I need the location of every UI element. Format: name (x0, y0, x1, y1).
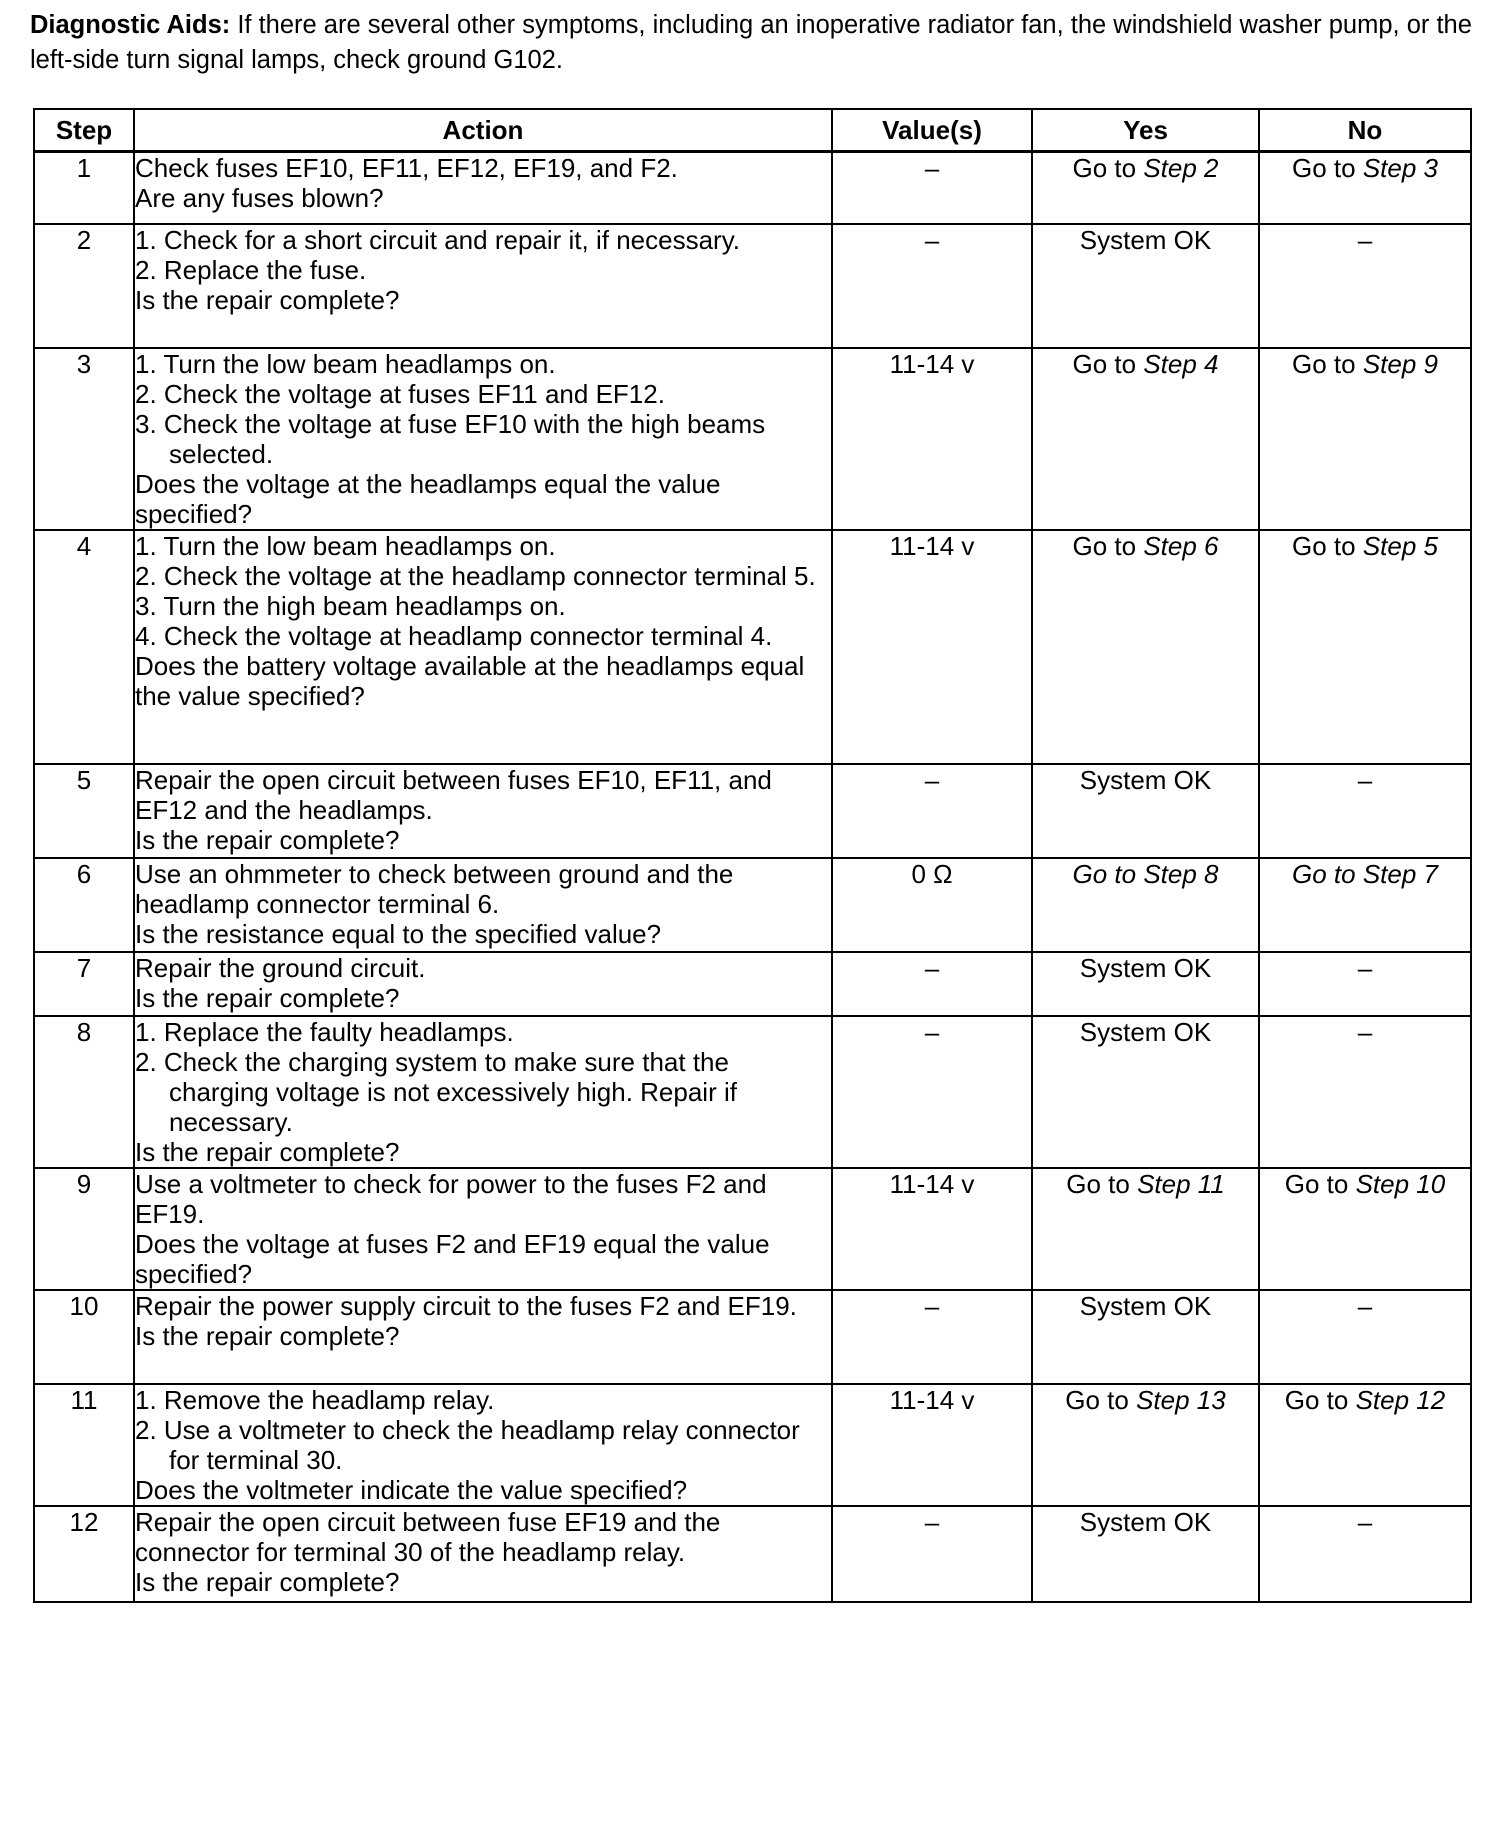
action-line: Check fuses EF10, EF11, EF12, EF19, and F2. (135, 153, 678, 183)
yes-goto-prefix: Go to (1065, 1384, 1137, 1415)
action-item: 1. Turn the low beam headlamps on. (135, 530, 556, 561)
action-line: Is the repair complete? (135, 824, 400, 855)
action-line: Is the repair complete? (135, 982, 400, 1013)
value-cell: 11-14 v (832, 1384, 1032, 1506)
action-item: 1. Turn the low beam headlamps on. (135, 348, 556, 379)
action-item: 3. Turn the high beam headlamps on. (135, 590, 566, 621)
diagnostic-aids-paragraph (30, 8, 1480, 78)
no-text: – (1357, 1016, 1373, 1047)
yes-cell (1032, 152, 1259, 224)
no-goto-prefix: Go to (1292, 530, 1363, 561)
yes-goto-text: Go to Step 8 (1072, 858, 1219, 889)
yes-cell (1032, 1506, 1259, 1602)
action-line: Repair the power supply circuit to the fuses F2 and EF19. (135, 1290, 797, 1321)
value-cell: 0 Ω (832, 858, 1032, 952)
action-item: 3. Check the voltage at fuse EF10 with the high beams selected. (135, 408, 766, 469)
action-cell (134, 1016, 832, 1168)
action-cell (134, 348, 832, 530)
yes-goto-step: Step 2 (1143, 153, 1219, 183)
no-cell (1259, 1384, 1471, 1506)
no-goto-step: Step 3 (1362, 153, 1438, 183)
value-cell: 11-14 v (832, 530, 1032, 764)
step-number: 3 (34, 348, 134, 530)
yes-cell (1032, 1016, 1259, 1168)
yes-text: System OK (1079, 764, 1212, 795)
yes-text: System OK (1079, 224, 1212, 255)
header-row (34, 109, 1471, 152)
table-row (34, 858, 1471, 952)
yes-text: System OK (1079, 1290, 1212, 1321)
value-cell: – (832, 1506, 1032, 1602)
action-line: Use a voltmeter to check for power to the fuses F2 and EF19. (135, 1168, 767, 1229)
action-cell (134, 530, 832, 764)
step-number: 10 (34, 1290, 134, 1384)
header-values: Value(s) (832, 109, 1032, 152)
action-line: Does the voltmeter indicate the value specified? (135, 1474, 688, 1505)
action-line: Does the voltage at fuses F2 and EF19 equal the value specified? (135, 1228, 770, 1289)
action-line: Is the repair complete? (135, 284, 400, 315)
yes-cell (1032, 764, 1259, 858)
action-line: Does the battery voltage available at the headlamps equal the value specified? (135, 650, 805, 711)
yes-cell (1032, 1290, 1259, 1384)
no-text: – (1357, 1506, 1373, 1537)
yes-goto-prefix: Go to (1072, 348, 1144, 379)
table-row (34, 1168, 1471, 1290)
table-row (34, 224, 1471, 348)
action-cell (134, 1290, 832, 1384)
no-cell (1259, 1168, 1471, 1290)
step-number: 4 (34, 530, 134, 764)
no-cell (1259, 530, 1471, 764)
value-cell: 11-14 v (832, 348, 1032, 530)
yes-cell (1032, 952, 1259, 1016)
yes-goto-step: Step 13 (1136, 1384, 1226, 1415)
action-line: Is the resistance equal to the specified value? (135, 918, 662, 949)
no-cell (1259, 1506, 1471, 1602)
yes-goto-step: Step 4 (1143, 348, 1219, 379)
table-row (34, 952, 1471, 1016)
no-text: – (1357, 1290, 1373, 1321)
action-cell (134, 858, 832, 952)
yes-text: System OK (1079, 1016, 1212, 1047)
action-line: Repair the ground circuit. (135, 952, 426, 983)
table-row (34, 1384, 1471, 1506)
diagnostic-aids-label: Diagnostic Aids: (30, 11, 231, 39)
action-line: Are any fuses blown? (135, 183, 384, 213)
header-no: No (1259, 109, 1471, 152)
action-cell (134, 224, 832, 348)
yes-cell (1032, 1168, 1259, 1290)
value-cell: – (832, 224, 1032, 348)
action-line: Repair the open circuit between fuse EF19 and the connector for terminal 30 of the headlamp relay. (135, 1506, 721, 1567)
action-line: Use an ohmmeter to check between ground and the headlamp connector terminal 6. (135, 858, 734, 919)
value-cell: – (832, 1016, 1032, 1168)
step-number: 9 (34, 1168, 134, 1290)
no-goto-text: Go to Step 7 (1292, 858, 1438, 889)
no-goto-prefix: Go to (1284, 1384, 1356, 1415)
yes-goto-prefix: Go to (1072, 530, 1144, 561)
no-goto-step: Step 9 (1362, 348, 1438, 379)
yes-text: System OK (1079, 1506, 1212, 1537)
no-text: – (1357, 764, 1373, 795)
header-yes: Yes (1032, 109, 1259, 152)
action-item: 2. Check the voltage at fuses EF11 and EF12. (135, 378, 665, 409)
value-cell: – (832, 1290, 1032, 1384)
header-step: Step (34, 109, 134, 152)
action-cell (134, 1168, 832, 1290)
yes-cell (1032, 858, 1259, 952)
yes-text: System OK (1079, 952, 1212, 983)
value-cell: – (832, 764, 1032, 858)
action-cell (134, 1384, 832, 1506)
no-cell (1259, 152, 1471, 224)
no-cell (1259, 1016, 1471, 1168)
table-row (34, 1506, 1471, 1602)
step-number: 8 (34, 1016, 134, 1168)
value-cell: – (832, 952, 1032, 1016)
yes-goto-step: Step 6 (1143, 530, 1219, 561)
table-row (34, 530, 1471, 764)
yes-cell (1032, 1384, 1259, 1506)
no-cell (1259, 858, 1471, 952)
yes-goto-prefix: Go to (1066, 1168, 1138, 1199)
action-item: 2. Use a voltmeter to check the headlamp relay connector for terminal 30. (135, 1414, 800, 1475)
header-action: Action (134, 109, 832, 152)
table-row (34, 764, 1471, 858)
no-goto-prefix: Go to (1292, 348, 1363, 379)
no-goto-step: Step 10 (1355, 1168, 1446, 1199)
yes-goto-step: Step 11 (1137, 1168, 1225, 1199)
diagnostic-aids-text: If there are several other symptoms, including an inoperative radiator fan, the windshield washer pump, or the left-side turn signal lamps, check ground G102. (30, 11, 1472, 74)
action-item: 1. Replace the faulty headlamps. (135, 1016, 514, 1047)
no-goto-step: Step 12 (1355, 1384, 1446, 1415)
yes-goto-prefix: Go to (1072, 153, 1144, 183)
action-cell (134, 1506, 832, 1602)
table-row (34, 1016, 1471, 1168)
step-number: 12 (34, 1506, 134, 1602)
table-row (34, 348, 1471, 530)
step-number: 7 (34, 952, 134, 1016)
action-cell (134, 764, 832, 858)
no-goto-prefix: Go to (1284, 1168, 1356, 1199)
action-cell (134, 952, 832, 1016)
step-number: 2 (34, 224, 134, 348)
no-cell (1259, 764, 1471, 858)
diagnostic-table (33, 108, 1472, 1603)
no-text: – (1357, 952, 1373, 983)
step-number: 6 (34, 858, 134, 952)
yes-cell (1032, 224, 1259, 348)
action-line: Is the repair complete? (135, 1136, 400, 1167)
action-item: 1. Check for a short circuit and repair it, if necessary. (135, 224, 740, 255)
step-number: 5 (34, 764, 134, 858)
action-cell (134, 152, 832, 224)
no-cell (1259, 1290, 1471, 1384)
step-number: 11 (34, 1384, 134, 1506)
no-cell (1259, 224, 1471, 348)
action-item: 1. Remove the headlamp relay. (135, 1384, 495, 1415)
no-goto-step: Step 5 (1362, 530, 1438, 561)
action-line: Repair the open circuit between fuses EF10, EF11, and EF12 and the headlamps. (135, 764, 772, 825)
step-number: 1 (34, 152, 134, 224)
action-line: Does the voltage at the headlamps equal the value specified? (135, 468, 721, 529)
table-row (34, 152, 1471, 224)
action-item: 4. Check the voltage at headlamp connector terminal 4. (135, 620, 773, 651)
yes-cell (1032, 348, 1259, 530)
yes-cell (1032, 530, 1259, 764)
table-row (34, 1290, 1471, 1384)
value-cell: 11-14 v (832, 1168, 1032, 1290)
action-line: Is the repair complete? (135, 1320, 400, 1351)
no-goto-prefix: Go to (1292, 153, 1363, 183)
action-item: 2. Replace the fuse. (135, 254, 367, 285)
value-cell: – (832, 152, 1032, 224)
action-item: 2. Check the charging system to make sure that the charging voltage is not excessively high. Repair if necessary. (135, 1046, 737, 1137)
action-item: 2. Check the voltage at the headlamp connector terminal 5. (135, 560, 816, 591)
action-line: Is the repair complete? (135, 1566, 400, 1597)
no-cell (1259, 952, 1471, 1016)
no-cell (1259, 348, 1471, 530)
no-text: – (1357, 224, 1373, 255)
